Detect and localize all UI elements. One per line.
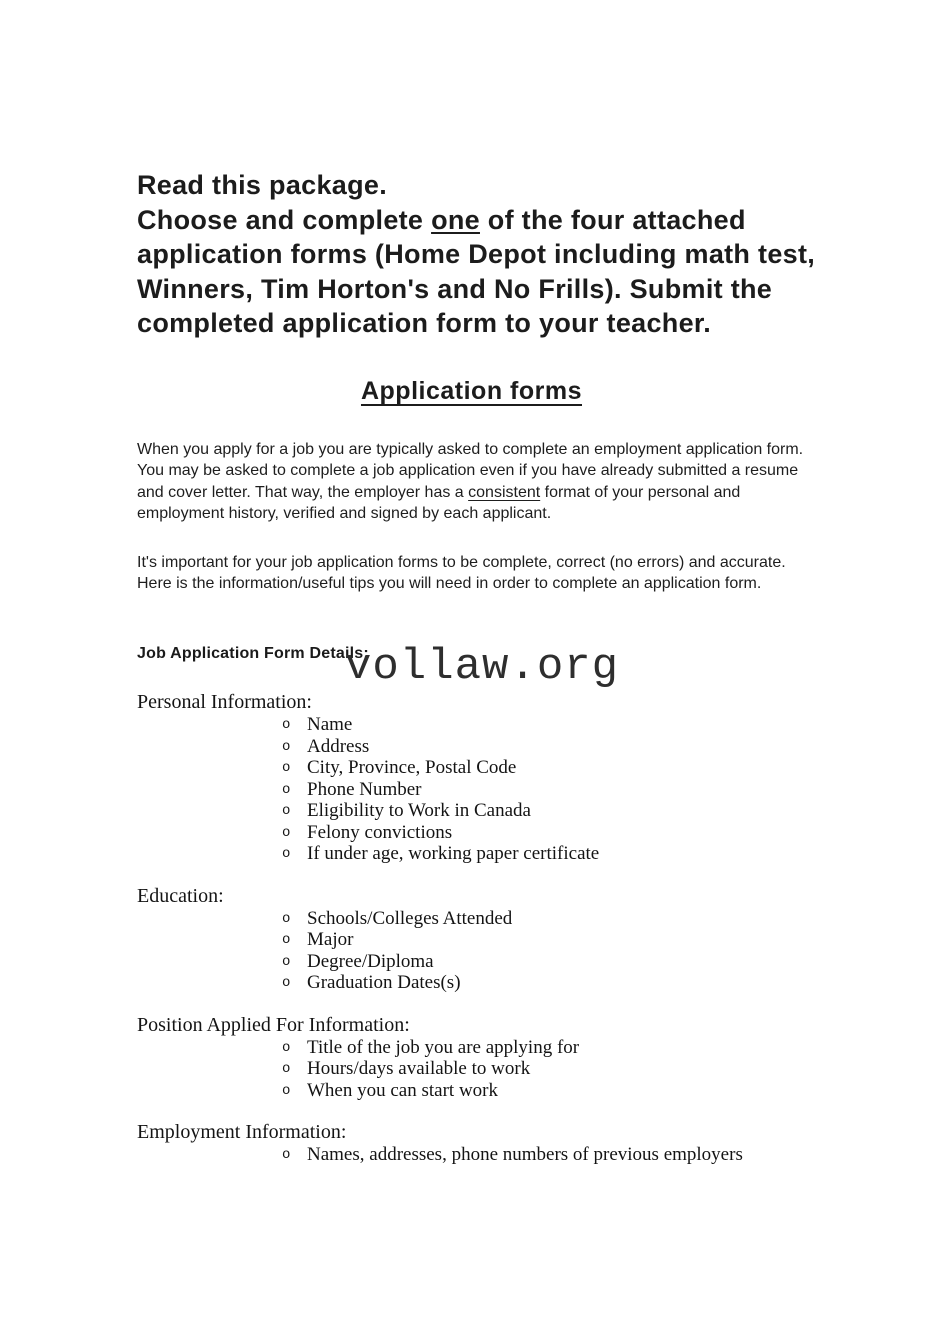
page-title: Application forms xyxy=(360,377,582,405)
list-item xyxy=(137,951,857,973)
circle-bullet-icon: o xyxy=(282,1061,291,1077)
section-employment-information xyxy=(137,1121,857,1166)
section-heading-education: Education: xyxy=(137,884,224,907)
list-item-text: If under age, working paper certificate xyxy=(307,843,600,864)
intro-line-5: completed application form to your teacher. xyxy=(137,308,712,338)
form-details-sections xyxy=(137,691,857,1166)
list-item-text: Graduation Dates(s) xyxy=(307,972,461,993)
list-item xyxy=(137,757,857,779)
section-personal-information xyxy=(137,691,857,865)
intro-underlined-word: one xyxy=(431,204,480,235)
list-item-text: Name xyxy=(307,714,353,735)
list-item xyxy=(137,972,857,994)
list-item xyxy=(137,908,857,930)
personal-information-list xyxy=(137,714,857,865)
circle-bullet-icon: o xyxy=(282,953,291,970)
list-item-text: When you can start work xyxy=(307,1079,498,1101)
circle-bullet-icon: o xyxy=(282,1082,291,1099)
list-item-text: Hours/days available to work xyxy=(307,1058,531,1079)
list-item xyxy=(137,779,857,801)
employment-information-list xyxy=(137,1144,857,1166)
paragraph-1-underlined-word: consistent xyxy=(468,483,541,501)
intro-line-4: Winners, Tim Horton's and No Frills). Submit the xyxy=(137,273,773,304)
list-item xyxy=(137,1144,857,1166)
list-item-text: Phone Number xyxy=(307,778,422,800)
section-education xyxy=(137,885,857,994)
list-item-text: City, Province, Postal Code xyxy=(307,757,517,778)
list-item xyxy=(137,1058,857,1080)
circle-bullet-icon: o xyxy=(282,781,291,798)
intro-line-2-pre: Choose and complete xyxy=(137,204,432,235)
list-item-text: Major xyxy=(307,929,354,950)
list-item-text: Names, addresses, phone numbers of previous employers xyxy=(307,1144,743,1165)
list-item-text: Degree/Diploma xyxy=(307,950,434,972)
intro-line-3: application forms (Home Depot including math test, xyxy=(137,239,816,269)
circle-bullet-icon: o xyxy=(282,932,291,948)
intro-instructions xyxy=(137,168,837,341)
education-list xyxy=(137,908,857,994)
title-row xyxy=(0,377,943,406)
list-item xyxy=(137,1037,857,1059)
circle-bullet-icon: o xyxy=(282,910,291,927)
section-heading-employment-information: Employment Information: xyxy=(137,1121,347,1143)
circle-bullet-icon: o xyxy=(282,760,291,776)
paragraph-1-pre: When you apply for a job you are typically asked to complete an employment application form. You may be asked to complete a job application even if you have already submitted a resume and cover letter. That way, the employer has a xyxy=(137,441,804,501)
position-applied-for-list xyxy=(137,1037,857,1102)
circle-bullet-icon: o xyxy=(282,717,291,733)
list-item xyxy=(137,1080,857,1102)
circle-bullet-icon: o xyxy=(282,1039,291,1056)
intro-line-1: Read this package. xyxy=(137,170,387,200)
section-heading-position-applied-for: Position Applied For Information: xyxy=(137,1013,410,1036)
circle-bullet-icon: o xyxy=(282,1147,291,1163)
intro-line-2-post: of the four attached xyxy=(479,204,746,235)
list-item-text: Address xyxy=(307,735,370,757)
paragraph-important-tips: It's important for your job application forms to be complete, correct (no errors) and accurate. Here is the information/useful tips you will need in order to complete an application form. xyxy=(137,554,786,593)
circle-bullet-icon: o xyxy=(282,803,291,819)
list-item xyxy=(137,714,857,736)
watermark-text: vollaw.org xyxy=(345,642,620,692)
list-item xyxy=(137,822,857,844)
paragraph-1-post: format of your personal and employment history, verified and signed by each applicant. xyxy=(137,483,741,522)
section-position-applied-for xyxy=(137,1014,857,1102)
circle-bullet-icon: o xyxy=(282,738,291,755)
list-item xyxy=(137,929,857,951)
section-heading-personal-information: Personal Information: xyxy=(137,691,312,713)
circle-bullet-icon: o xyxy=(282,846,291,862)
list-item-text: Felony convictions xyxy=(307,821,453,843)
list-item-text: Schools/Colleges Attended xyxy=(307,907,513,929)
intro-line-2 xyxy=(137,203,837,238)
list-item-text: Eligibility to Work in Canada xyxy=(307,800,531,821)
details-heading: Job Application Form Details: xyxy=(137,645,369,662)
list-item-text: Title of the job you are applying for xyxy=(307,1036,580,1058)
list-item xyxy=(137,800,857,822)
list-item xyxy=(137,843,857,865)
list-item xyxy=(137,736,857,758)
circle-bullet-icon: o xyxy=(282,975,291,991)
paragraph-application-intro xyxy=(137,439,805,524)
circle-bullet-icon: o xyxy=(282,824,291,841)
